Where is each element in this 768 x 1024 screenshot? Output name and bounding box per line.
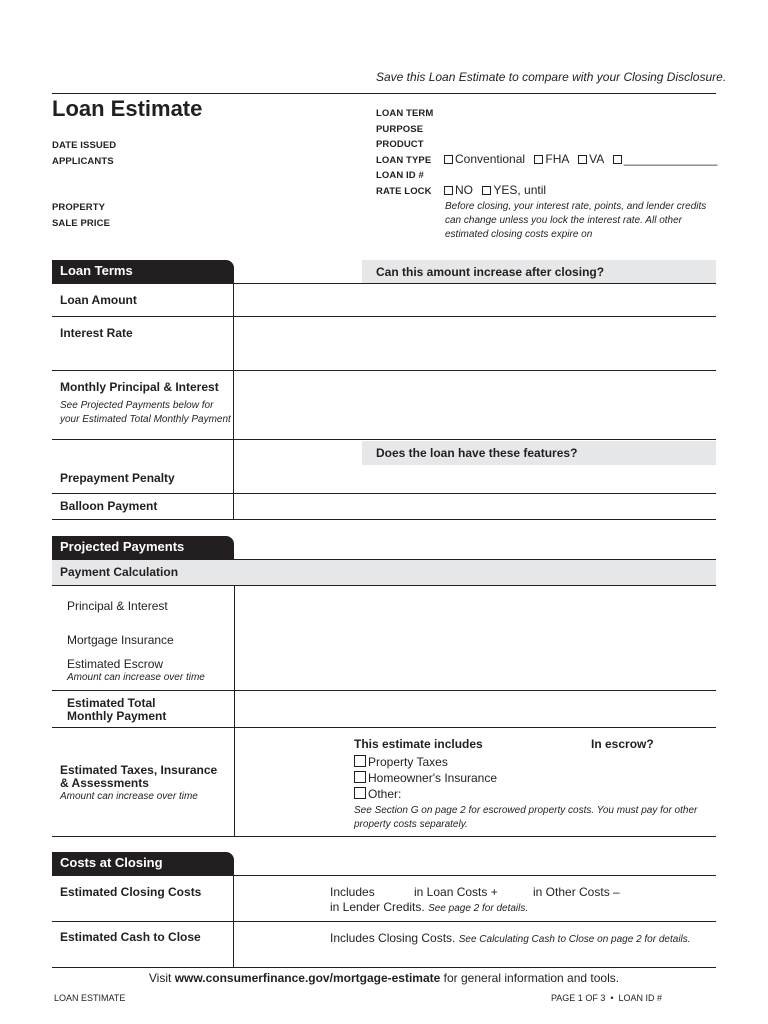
rate-lock-label: RATE LOCK [376,186,432,197]
loan-id-label: LOAN ID # [376,170,424,181]
other-text: Other: [368,787,402,801]
projected-taxes-line1: Estimated Taxes, Insurance [60,763,218,777]
loan-term-label: LOAN TERM [376,108,434,119]
rate-lock-options: NO YES, until [444,183,546,197]
escrow-note: Amount can increase over time [67,672,205,683]
closing-costs-label: Estimated Closing Costs [60,885,202,899]
cfpb-link[interactable]: www.consumerfinance.gov/mortgage-estimate [174,971,441,985]
date-issued-label: DATE ISSUED [52,140,117,151]
rule [234,585,235,836]
taxes-insurance-label [60,764,217,790]
rule [52,690,716,691]
conventional-checkbox[interactable] [444,155,453,164]
closing-ctc-b: See Calculating Cash to Close on page 2 for details. [458,934,691,945]
page-title: Loan Estimate [52,96,203,121]
closing-cc-line1-c: in Other Costs – [533,885,620,899]
product-label: PRODUCT [376,139,424,150]
loan-amount-label: Loan Amount [60,293,137,307]
closing-costs-line2 [330,900,528,914]
monthly-pi-note: See Projected Payments below for your Estimated Total Monthly Payment [60,400,231,425]
applicants-label: APPLICANTS [52,156,114,167]
escrow-label: Estimated Escrow [67,657,164,671]
rate-lock-yes-checkbox[interactable] [482,186,491,195]
question-features: Does the loan have these features? [376,446,578,460]
rule [52,727,716,728]
projected-total-line2: Monthly Payment [67,709,167,723]
header-rule [52,93,716,94]
rule [52,585,716,586]
projected-total-line1: Estimated Total [67,696,156,710]
homeowners-insurance-text: Homeowner's Insurance [368,771,498,785]
other-item [354,787,401,801]
balloon-label: Balloon Payment [60,499,158,513]
rule [233,283,234,519]
payment-calc-label: Payment Calculation [60,565,179,579]
closing-cc-line1-b: in Loan Costs + [414,885,498,899]
rule [52,921,716,922]
loan-type-label: LOAN TYPE [376,155,432,166]
rule [52,283,716,284]
includes-heading: This estimate includes [354,737,483,751]
pi-label: Principal & Interest [67,599,168,613]
property-label: PROPERTY [52,202,106,213]
property-taxes-text: Property Taxes [368,755,448,769]
property-taxes-item [354,755,448,769]
rate-lock-note: Before closing, your interest rate, points, and lender credits can change unless you lock the interest rate. All other estimated closing costs expire on [445,201,707,240]
cash-to-close-label: Estimated Cash to Close [60,930,201,944]
closing-cc-line2-a: in Lender Credits. [330,900,425,914]
rule [52,836,716,837]
other-loan-type-checkbox[interactable] [613,155,622,164]
rule [52,967,716,968]
rule [233,875,234,967]
projected-payments-tab: Projected Payments [52,536,234,559]
section-g-note: See Section G on page 2 for escrowed property costs. You must pay for other property costs separately. [354,805,698,830]
homeowners-insurance-item [354,771,497,785]
costs-at-closing-tab: Costs at Closing [52,852,234,875]
footer-visit-b: for general information and tools. [443,971,620,985]
other-loan-type-blank[interactable]: ______________ [623,152,718,166]
taxes-note: Amount can increase over time [60,791,198,802]
rule [52,316,716,317]
footer-right: PAGE 1 OF 3 • LOAN ID # [550,993,662,1003]
property-taxes-checkbox[interactable] [354,755,366,767]
footer-visit-a: Visit [148,971,172,985]
rule [52,519,716,520]
total-monthly-label [67,697,166,723]
visit-note [0,971,768,985]
closing-cc-line2-b: See page 2 for details. [428,903,529,914]
closing-cc-line1-a: Includes [330,885,375,899]
closing-ctc-a: Includes Closing Costs. [330,931,456,945]
prepayment-label: Prepayment Penalty [60,471,175,485]
rate-lock-no-checkbox[interactable] [444,186,453,195]
footer-left: LOAN ESTIMATE [54,993,126,1003]
mi-label: Mortgage Insurance [67,633,174,647]
va-checkbox[interactable] [578,155,587,164]
projected-taxes-line2: & Assessments [60,776,149,790]
sale-price-label: SALE PRICE [52,218,111,229]
interest-rate-label: Interest Rate [60,326,133,340]
monthly-pi-label: Monthly Principal & Interest [60,380,219,394]
purpose-label: PURPOSE [376,124,424,135]
question-increase: Can this amount increase after closing? [376,265,605,279]
other-checkbox[interactable] [354,787,366,799]
homeowners-insurance-checkbox[interactable] [354,771,366,783]
save-note: Save this Loan Estimate to compare with your Closing Disclosure. [376,70,727,84]
rule [52,493,716,494]
cash-to-close-text [330,931,691,945]
loan-terms-tab: Loan Terms [52,260,234,283]
rule [52,875,716,876]
closing-costs-line1 [330,885,716,900]
fha-checkbox[interactable] [534,155,543,164]
loan-type-options: Conventional FHA VA ______________ [444,152,717,166]
rule [52,439,716,440]
rule [52,370,716,371]
in-escrow-heading: In escrow? [591,737,654,751]
